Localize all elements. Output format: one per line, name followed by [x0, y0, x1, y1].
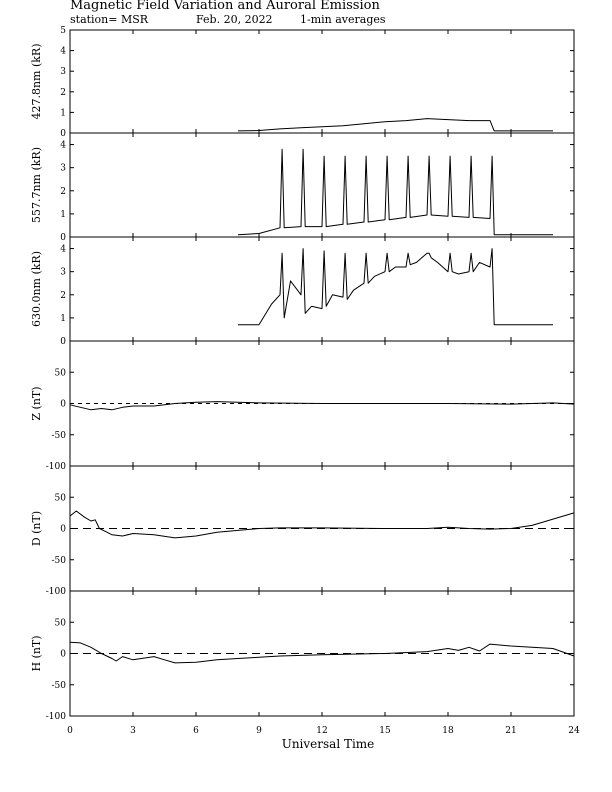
y-tick-label: 0	[60, 337, 66, 347]
series-line	[238, 149, 553, 235]
x-tick-label: 18	[442, 726, 454, 736]
panel-frame	[70, 30, 574, 133]
x-tick-label: 15	[379, 726, 391, 736]
y-tick-label: -50	[51, 555, 66, 566]
y-tick-label: 0	[60, 649, 66, 660]
x-axis-label: Universal Time	[281, 737, 375, 751]
panels	[30, 26, 574, 722]
y-tick-label: 50	[54, 618, 66, 629]
y-tick-label: 3	[60, 267, 66, 278]
y-tick-label: -100	[45, 587, 66, 597]
series-line	[70, 642, 574, 663]
x-tick-label: 12	[316, 726, 328, 736]
averages-label: 1-min averages	[300, 13, 386, 26]
y-axis-label: 557.7nm (kR)	[30, 146, 43, 224]
x-tick-label: 0	[67, 726, 73, 736]
panel-2	[30, 133, 574, 243]
series-line	[70, 402, 574, 410]
y-tick-label: 3	[60, 67, 66, 78]
series-line	[238, 249, 553, 325]
y-tick-label: -100	[45, 462, 66, 472]
x-tick-label: 21	[505, 726, 517, 736]
panel-6	[30, 591, 574, 722]
y-tick-label: 1	[60, 108, 66, 119]
y-tick-label: 1	[60, 209, 66, 220]
y-axis-label: 427.8nm (kR)	[30, 43, 43, 120]
y-tick-label: 5	[60, 26, 66, 36]
panel-frame	[70, 237, 574, 341]
series-line	[238, 119, 553, 131]
y-tick-label: 4	[60, 244, 66, 255]
panel-5	[30, 466, 574, 597]
x-tick-label: 3	[130, 726, 136, 736]
y-tick-label: 0	[60, 399, 66, 410]
y-tick-label: 4	[60, 140, 66, 151]
y-axis-label: D (nT)	[30, 510, 43, 547]
y-tick-label: 0	[60, 129, 66, 139]
y-tick-label: 1	[60, 313, 66, 324]
x-tick-label: 6	[193, 726, 199, 736]
y-tick-label: 2	[60, 186, 66, 197]
y-axis-label: H (nT)	[30, 635, 43, 672]
y-tick-label: 50	[54, 493, 66, 504]
y-tick-label: 3	[60, 163, 66, 174]
panel-3	[30, 237, 574, 347]
panel-1	[30, 26, 574, 139]
x-tick-label: 24	[568, 726, 580, 736]
y-tick-label: 50	[54, 368, 66, 379]
y-tick-label: -100	[45, 712, 66, 722]
x-axis	[67, 726, 580, 736]
date-label: Feb. 20, 2022	[196, 13, 273, 26]
y-tick-label: -50	[51, 430, 66, 441]
y-tick-label: 4	[60, 46, 66, 57]
y-tick-label: 0	[60, 524, 66, 535]
series-line	[70, 511, 574, 538]
chart-title: Magnetic Field Variation and Auroral Emission	[70, 0, 380, 13]
x-tick-label: 9	[256, 726, 262, 736]
y-axis-label: Z (nT)	[30, 386, 43, 421]
y-tick-label: -50	[51, 680, 66, 691]
y-tick-label: 0	[60, 233, 66, 243]
y-tick-label: 2	[60, 87, 66, 98]
y-axis-label: 630.0nm (kR)	[30, 250, 43, 328]
y-tick-label: 2	[60, 290, 66, 301]
panel-4	[30, 341, 574, 472]
station-label: station= MSR	[70, 13, 149, 26]
